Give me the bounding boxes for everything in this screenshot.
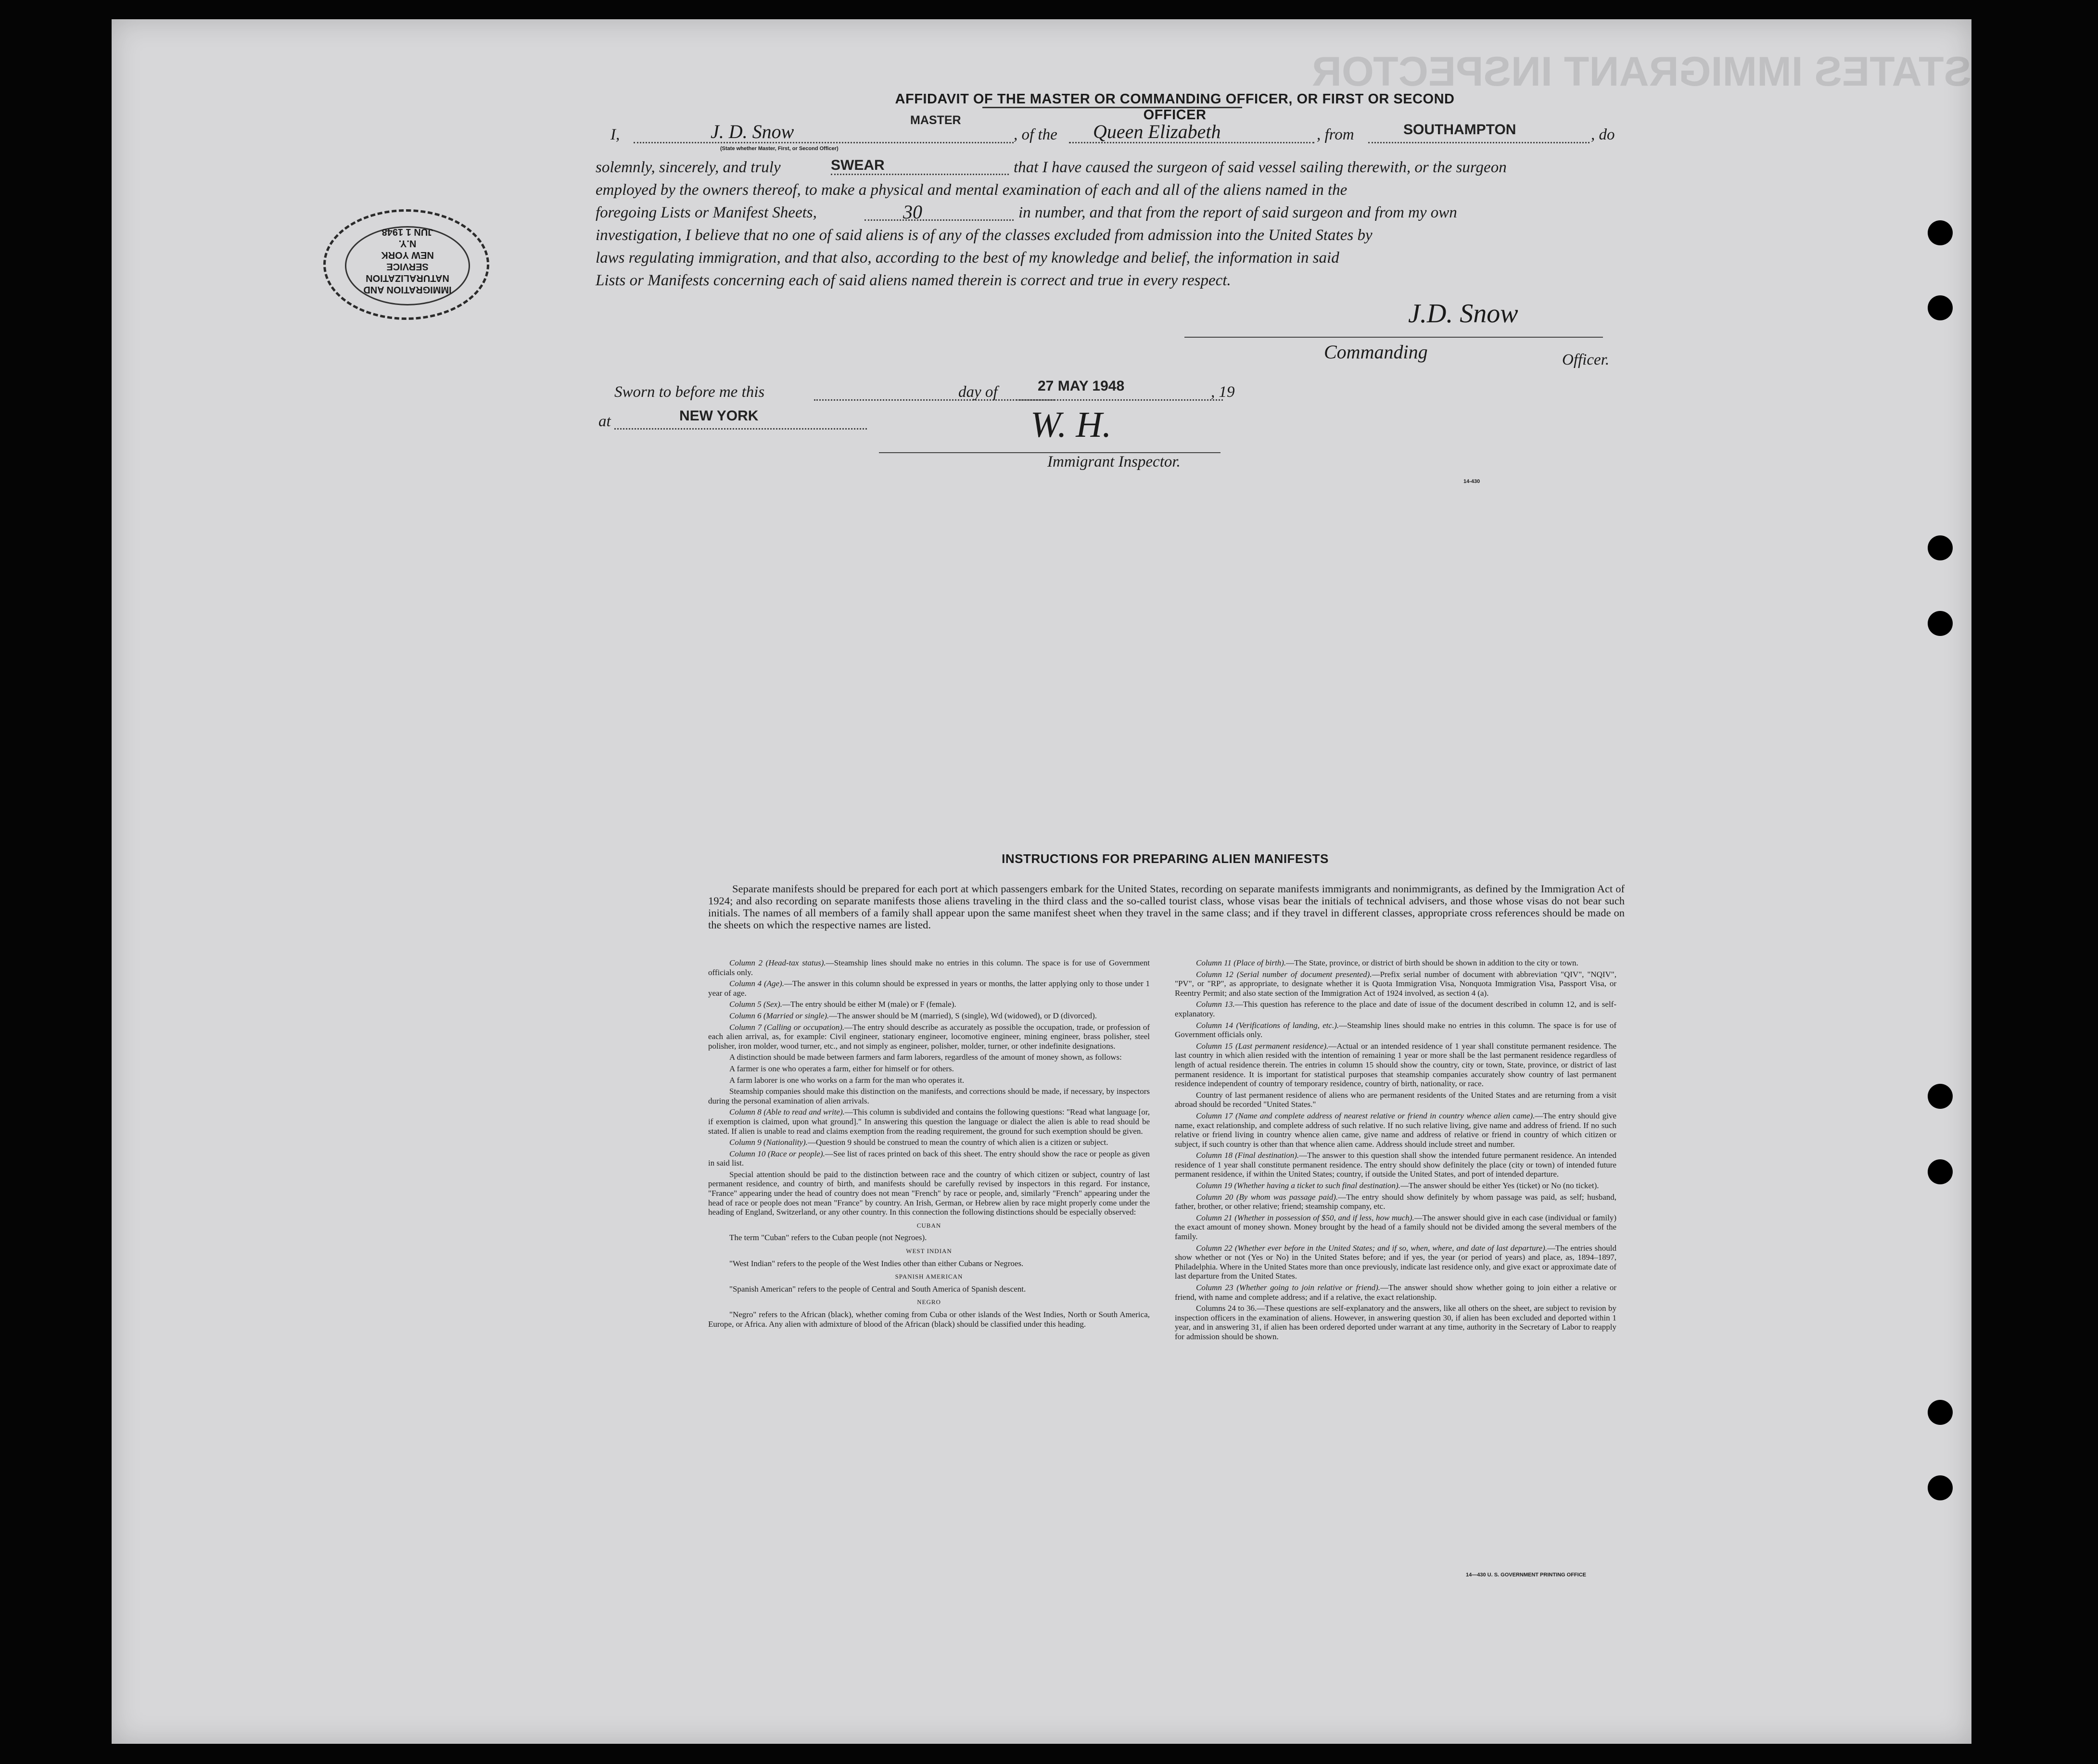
at-label: at [598, 413, 611, 430]
affidavit-line-4-start: foregoing Lists or Manifest Sheets, [596, 204, 817, 221]
column-8-note: Column 8 (Able to read and write).—This column is subdivided and contains the following questions: "Read what language [or, if exemption is claimed, upon what ground]." In answering this question the language or dialect the alien is able to read should be stated. If alien is unable to read and claims exemption from the reading requirement, the ground for such exemption should be given. [708, 1107, 1150, 1136]
laborer-definition: A farm laborer is one who works on a farm for the man who operates it. [729, 1075, 965, 1085]
from-label: , from [1317, 126, 1354, 143]
column-13-note: Column 13.—This question has reference to the place and date of issue of the document described in column 12, and is self-explanatory. [1175, 1000, 1617, 1018]
column-7-note: Column 7 (Calling or occupation).—The entry should describe as accurately as possible the occupation, trade, or profession of each alien arrival, as, for example: Civil engineer, stationary engineer, locomotive engineer, mining engineer, brass polisher, steel polisher, iron molder, wood turner, etc., and not simply as engineer, polisher, molder, turner, or other indefinite designations. [708, 1022, 1150, 1051]
affidavit-i-label: I, [610, 126, 620, 143]
column-17-note: Column 17 (Name and complete address of nearest relative or friend in country whence alien came).—The entry should give name, exact relationship, and complete address of such relative. If no such relative living, give name and address of friend. If no such relative or friend living in country whence alien came, give name and address of relative or friend in country of which citizen or subject, if such country is other than that whence alien came. Address should include street and number. [1175, 1111, 1616, 1149]
column-10-note: Column 10 (Race or people).—See list of races printed on back of this sheet. The entry should show the race or people as given in said list. [708, 1149, 1150, 1168]
punch-hole [1928, 1475, 1953, 1500]
day-of-label: day of [958, 383, 998, 401]
punch-hole [1928, 1084, 1953, 1109]
farmers-note: A distinction should be made between farmers and farm laborers, regardless of the amount of money shown, as follows: [729, 1053, 1122, 1062]
officer-signature: J.D. Snow [1408, 299, 1518, 329]
affidavit-title: AFFIDAVIT OF THE MASTER OR COMMANDING OFFICER, OR FIRST OR SECOND OFFICER [895, 91, 1455, 123]
affidavit-line-3: employed by the owners thereof, to make a physical and mental examination of each and all of the aliens named in the [596, 181, 1348, 199]
columns-24-36-note: Columns 24 to 36.—These questions are self-explanatory and the answers, like all others on the sheet, are subject to revision by inspection officers in the examination of aliens. However, in answering question 30, if alien has been excluded and deported within 1 year, and in answering 31, if alien has been ordered deported under warrant at any time, authority in the Secretary of Labor to reapply for admission should be shown. [1175, 1304, 1616, 1341]
west-indian-note: "West Indian" refers to the people of the West Indies other than either Cubans or Negroes. [729, 1258, 1024, 1268]
punch-hole [1928, 1159, 1953, 1184]
do-label: , do [1591, 126, 1615, 143]
bleed-text: STATES IMMIGRANT INSPECTOR [1311, 49, 1971, 95]
oath-word: SWEAR [831, 157, 885, 173]
rank-hint: (State whether Master, First, or Second Officer) [720, 146, 839, 152]
inspection-stamp [323, 209, 489, 320]
affidavit-line-4-end: in number, and that from the report of said surgeon and from my own [1018, 204, 1457, 221]
affidavit-line-5: investigation, I believe that no one of said aliens is of any of the classes excluded from admission into the United States by [596, 227, 1373, 244]
oath-line [831, 174, 1009, 175]
sworn-label: Sworn to before me this [614, 383, 765, 401]
column-23-note: Column 23 (Whether going to join relative or friend).—The answer should show whether going to join either a relative or friend, with name and complete address; and if a relative, the exact relationship. [1175, 1283, 1616, 1302]
sworn-date: 27 MAY 1948 [1038, 378, 1125, 394]
year-label: , 19 [1211, 383, 1235, 401]
spanish-american-note: "Spanish American" refers to the people of Central and South America of Spanish descent. [729, 1284, 1026, 1294]
negro-heading: NEGRO [917, 1298, 941, 1306]
column-5-note: Column 5 (Sex).—The entry should be either M (male) or F (female). [729, 1000, 956, 1009]
sheets-line [865, 219, 1014, 221]
west-indian-heading: WEST INDIAN [906, 1247, 952, 1255]
column-11-note: Column 11 (Place of birth).—The State, province, or district of birth should be shown in addition to the city or town. [1196, 958, 1578, 967]
punch-hole [1928, 535, 1953, 560]
place-line [614, 428, 867, 430]
cuban-note: The term "Cuban" refers to the Cuban people (not Negroes). [729, 1233, 927, 1243]
sheets-count: 30 [903, 201, 922, 223]
manifest-sheet [112, 19, 1971, 1744]
column-19-note: Column 19 (Whether having a ticket to such final destination).—The answer should be either Yes (ticket) or No (no ticket). [1196, 1181, 1599, 1191]
column-18-note: Column 18 (Final destination).—The answer to this question shall show the intended future permanent residence. An intended residence of 1 year shall constitute permanent residence. The entry should show definitely the place (city or town) of intended future permanent residence, if within the United States; country, if outside the United States, and port of intended departure. [1175, 1151, 1617, 1179]
column-20-note: Column 20 (By whom was passage paid).—The entry should show definitely by whom passage was paid, as self; husband, father, brother, or other relative; friend; steamship company, etc. [1175, 1192, 1616, 1211]
inspector-label: Immigrant Inspector. [1047, 453, 1181, 470]
of-the-label: , of the [1014, 126, 1057, 143]
punch-hole [1928, 1400, 1953, 1425]
instructions-title: INSTRUCTIONS FOR PREPARING ALIEN MANIFESTS [1002, 851, 1329, 866]
vessel-name: Queen Elizabeth [1093, 121, 1221, 142]
column-21-note: Column 21 (Whether in possession of $50, and if less, how much).—The answer should give in each case (individual or family) the exact amount of money shown. Money brought by the head of a family should not be divided among the several members of the family. [1175, 1213, 1616, 1242]
signature-line [1184, 337, 1603, 338]
special-attention-note: Special attention should be paid to the distinction between race and the country of which citizen or subject, country of last permanent residence, and country of birth, and manifests should be carefully revised by inspectors in this regard. For instance, "France" appearing under the head of country does not mean "French" by race or people, and, similarly "French" appearing under the head of race or people does not mean "France" by country. An Irish, German, or Hebrew alien by race might properly come under the heading of England, Switzerland, or any other country. In this connection the following distinctions should be especially observed: [708, 1169, 1150, 1217]
date-line [1016, 399, 1223, 401]
printing-office-footer: 14—430 U. S. GOVERNMENT PRINTING OFFICE [1466, 1572, 1586, 1578]
column-2-note: Column 2 (Head-tax status).—Steamship lines should make no entries in this column. The space is for use of Government officials only. [708, 958, 1150, 977]
port-line [1368, 142, 1589, 143]
spanish-american-heading: SPANISH AMERICAN [895, 1273, 963, 1281]
instructions-left-column [708, 958, 1150, 1331]
name-line [634, 142, 1014, 143]
column-22-note: Column 22 (Whether ever before in the United States; and if so, when, where, and date of last departure).—The entries should show whether or not (Yes or No) in the United States before; and if yes, the year (or period of years) and place, as, 1894–1897, Philadelphia. Where in the United States more than once previously, indicate last residence only, and give exact or approximate date of last departure from the United States. [1175, 1243, 1616, 1281]
country-residence-note: Country of last permanent residence of aliens who are permanent residents of the United States and are returning from a visit abroad should be recorded "United States." [1175, 1090, 1616, 1109]
affidavit-line-2-end: that I have caused the surgeon of said vessel sailing therewith, or the surgeon [1014, 159, 1507, 176]
punch-hole [1928, 295, 1953, 320]
farmer-definition: A farmer is one who operates a farm, either for himself or for others. [729, 1064, 954, 1073]
column-4-note: Column 4 (Age).—The answer in this column should be expressed in years or months, the latter applying only to those under 1 year of age. [708, 979, 1150, 998]
officer-rank: MASTER [910, 114, 961, 127]
form-number: 14-430 [1463, 479, 1480, 484]
affidavit-line-2-start: solemnly, sincerely, and truly [596, 159, 781, 176]
column-6-note: Column 6 (Married or single).—The answer should be M (married), S (single), Wd (widowed), or D (divorced). [729, 1011, 1097, 1020]
rank-rule [982, 107, 1242, 108]
officer-label: Officer. [1562, 351, 1610, 368]
officer-title-hand: Commanding [1324, 341, 1428, 363]
instructions-right-column [1175, 958, 1616, 1344]
officer-name: J. D. Snow [711, 121, 794, 142]
punch-hole [1928, 611, 1953, 636]
affidavit-line-7: Lists or Manifests concerning each of said aliens named therein is correct and true in every respect. [596, 272, 1231, 289]
stamp-text: IMMIGRATION AND NATURALIZATION SERVICE NEW YORK N.Y. JUN 1 1948 [345, 226, 470, 305]
cuban-heading: CUBAN [916, 1221, 941, 1229]
steamship-note: Steamship companies should make this distinction on the manifests, and corrections should be made, if necessary, by inspectors during the personal examination of alien arrivals. [708, 1087, 1150, 1105]
column-14-note: Column 14 (Verifications of landing, etc.).—Steamship lines should make no entries in this column. The space is for use of Government officials only. [1175, 1020, 1616, 1040]
column-9-note: Column 9 (Nationality).—Question 9 should be construed to mean the country of which alien is a citizen or subject. [729, 1138, 1108, 1147]
punch-hole [1928, 220, 1953, 245]
column-15-note: Column 15 (Last permanent residence).—Actual or an intended residence of 1 year shall constitute permanent residence. The last country in which alien resided with the intention of remaining 1 year or more shall be the last permanent residence regardless of length of actual residence therein. The entries in column 15 should show the country, city or town, State, province, or district of last permanent residence. It is important for statistical purposes that steamship companies accurately show country of last permanent residence independent of country of temporary residence, country of birth, nationality, or race. [1175, 1041, 1616, 1089]
inspector-signature: W. H. [1030, 405, 1112, 445]
negro-note: "Negro" refers to the African (black), whether coming from Cuba or other islands of the West Indies, North or South America, Europe, or Africa. Any alien with admixture of blood of the African (black) should be classified under this heading. [708, 1310, 1150, 1329]
affidavit-line-6: laws regulating immigration, and that also, according to the best of my knowledge and belief, the information in said [596, 249, 1339, 267]
port-name: SOUTHAMPTON [1403, 122, 1516, 138]
sworn-place: NEW YORK [679, 408, 759, 424]
instructions-intro: Separate manifests should be prepared for each port at which passengers embark for the United States, recording on separate manifests immigrants and nonimmigrants, as defined by the Immigration Act of 1924; and also recording on separate manifests those aliens traveling in the third class and the so-called tourist class, whose visas bear the initials of technical advisers, and those whose visas do not bear such initials. The names of all members of a family shall appear upon the same manifest sheet when they travel in the same class; and if they travel in different classes, appropriate cross references should be made on the sheets on which the respective names are listed. [708, 883, 1625, 931]
column-12-note: Column 12 (Serial number of document presented).—Prefix serial number of document with abbreviation "QIV", "NQIV", "PV", or "RP", as appropriate, to designate whether it is Quota Immigration Visa, Nonquota Immigration Visa, Passport Visa, or Reentry Permit; and also state section of the Immigration Act of 1924 involved, as section 4 (a). [1175, 969, 1616, 998]
